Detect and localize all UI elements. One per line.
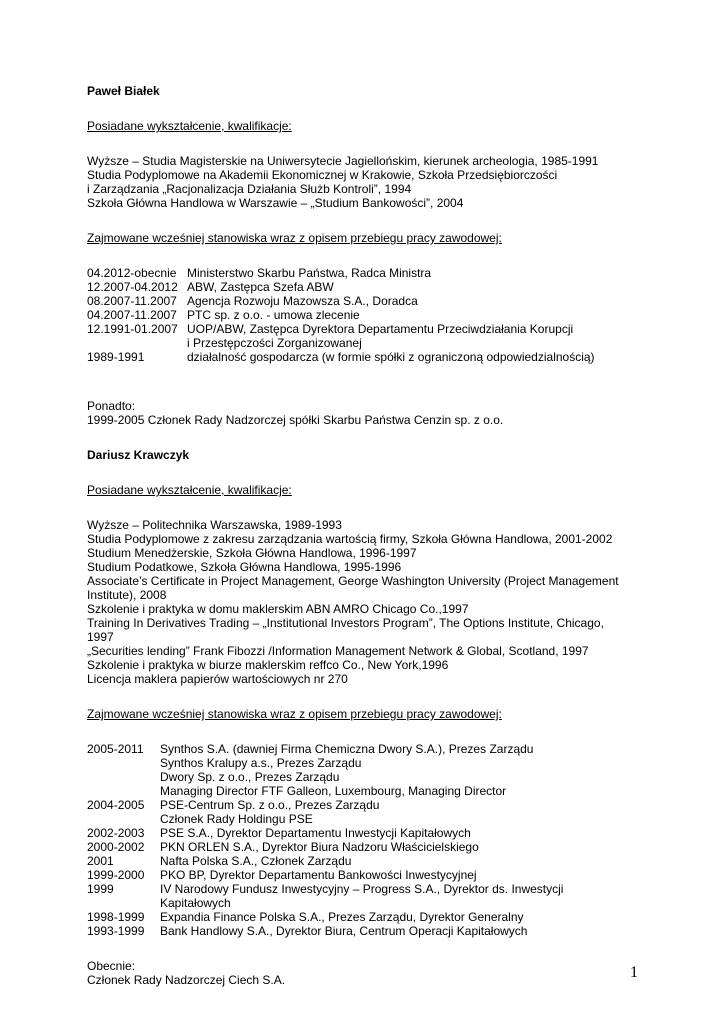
position-text: PSE-Centrum Sp. z o.o., Prezes Zarządu bbox=[160, 798, 380, 812]
person2-positions-list bbox=[87, 742, 687, 938]
position-date: 1999 bbox=[87, 882, 114, 896]
person1-positions-heading: Zajmowane wcześniej stanowiska wraz z opisem przebiegu pracy zawodowej: bbox=[87, 231, 502, 245]
education-line: 1997 bbox=[87, 630, 114, 644]
education-line: Studium Podatkowe, Szkoła Główna Handlowa, 1995-1996 bbox=[87, 560, 402, 574]
education-line: i Zarządzania „Racjonalizacja Działania Służb Kontroli”, 1994 bbox=[87, 182, 412, 196]
document-page bbox=[87, 84, 687, 987]
position-date: 1998-1999 bbox=[87, 910, 145, 924]
position-date: 2005-2011 bbox=[87, 742, 144, 756]
page-number: 1 bbox=[630, 964, 638, 981]
position-date: 1989-1991 bbox=[87, 350, 145, 364]
position-date: 08.2007-11.2007 bbox=[87, 294, 177, 308]
position-text: Agencja Rozwoju Mazowsza S.A., Doradca bbox=[187, 294, 418, 308]
person1-education-list bbox=[87, 154, 687, 210]
person2-current-label: Obecnie: bbox=[87, 959, 136, 973]
position-text: PTC sp. z o.o. - umowa zlecenie bbox=[187, 308, 360, 322]
position-text: Synthos S.A. (dawniej Firma Chemiczna Dwory S.A.), Prezes Zarządu bbox=[160, 742, 534, 756]
position-text: Ministerstwo Skarbu Państwa, Radca Ministra bbox=[187, 266, 432, 280]
position-row bbox=[87, 882, 687, 896]
person1-also-text: 1999-2005 Członek Rady Nadzorczej spółki Skarbu Państwa Cenzin sp. z o.o. bbox=[87, 413, 504, 427]
position-date: 2002-2003 bbox=[87, 826, 145, 840]
position-text: ABW, Zastępca Szefa ABW bbox=[187, 280, 334, 294]
education-line: Institute), 2008 bbox=[87, 588, 167, 602]
education-line: Szkoła Główna Handlowa w Warszawie – „Studium Bankowości”, 2004 bbox=[87, 196, 464, 210]
position-text: i Przestępczości Zorganizowanej bbox=[187, 336, 362, 350]
position-date: 2004-2005 bbox=[87, 798, 145, 812]
position-text: działalność gospodarcza (w formie spółki z ograniczoną odpowiedzialnością) bbox=[187, 350, 595, 364]
position-text: Expandia Finance Polska S.A., Prezes Zarządu, Dyrektor Generalny bbox=[160, 910, 524, 924]
position-text: Managing Director FTF Galleon, Luxembourg, Managing Director bbox=[160, 784, 507, 798]
education-line: Studia Podyplomowe z zakresu zarządzania wartością firmy, Szkoła Główna Handlowa, 2001-2002 bbox=[87, 532, 613, 546]
education-line: Wyższe – Studia Magisterskie na Uniwersytecie Jagiellońskim, kierunek archeologia, 1985-1991 bbox=[87, 154, 599, 168]
position-date: 1993-1999 bbox=[87, 924, 145, 938]
position-text: Bank Handlowy S.A., Dyrektor Biura, Centrum Operacji Kapitałowych bbox=[160, 924, 528, 938]
education-line: Studium Menedżerskie, Szkoła Główna Handlowa, 1996-1997 bbox=[87, 546, 417, 560]
position-row bbox=[87, 924, 687, 938]
position-row bbox=[87, 756, 687, 770]
position-text: Kapitałowych bbox=[160, 896, 231, 910]
position-row bbox=[87, 854, 687, 868]
position-text: PSE S.A., Dyrektor Departamentu Inwestycji Kapitałowych bbox=[160, 826, 471, 840]
position-text: Członek Rady Holdingu PSE bbox=[160, 812, 313, 826]
person1-name: Paweł Białek bbox=[87, 84, 160, 98]
position-row bbox=[87, 266, 687, 280]
position-date: 2000-2002 bbox=[87, 840, 145, 854]
person1-education-heading: Posiadane wykształcenie, kwalifikacje: bbox=[87, 119, 292, 133]
position-row bbox=[87, 742, 687, 756]
position-row bbox=[87, 336, 687, 350]
position-row bbox=[87, 308, 687, 322]
position-date bbox=[87, 336, 187, 350]
position-text: Nafta Polska S.A., Członek Zarządu bbox=[160, 854, 352, 868]
person2-education-list bbox=[87, 518, 687, 686]
position-text: PKO BP, Dyrektor Departamentu Bankowości Inwestycyjnej bbox=[160, 868, 477, 882]
position-text: IV Narodowy Fundusz Inwestycyjny – Progress S.A., Dyrektor ds. Inwestycji bbox=[160, 882, 564, 896]
position-date bbox=[87, 812, 160, 826]
position-row bbox=[87, 322, 687, 336]
position-date: 04.2012-obecnie bbox=[87, 266, 177, 280]
education-line: „Securities lending” Frank Fibozzi /Information Management Network & Global, Scotland, 1997 bbox=[87, 644, 589, 658]
position-date bbox=[87, 756, 160, 770]
position-row bbox=[87, 826, 687, 840]
person2-education-heading: Posiadane wykształcenie, kwalifikacje: bbox=[87, 483, 292, 497]
person2-current-text: Członek Rady Nadzorczej Ciech S.A. bbox=[87, 973, 286, 987]
position-row bbox=[87, 798, 687, 812]
position-date: 12.2007-04.2012 bbox=[87, 280, 178, 294]
position-date: 04.2007-11.2007 bbox=[87, 308, 177, 322]
education-line: Associate’s Certificate in Project Management, George Washington University (Project Management bbox=[87, 574, 619, 588]
person1-positions-list bbox=[87, 266, 687, 364]
person1-also-label: Ponadto: bbox=[87, 399, 136, 413]
position-date: 2001 bbox=[87, 854, 114, 868]
education-line: Studia Podyplomowe na Akademii Ekonomicznej w Krakowie, Szkoła Przedsiębiorczości bbox=[87, 168, 558, 182]
position-date bbox=[87, 770, 160, 784]
education-line: Szkolenie i praktyka w biurze maklerskim reffco Co., New York,1996 bbox=[87, 658, 449, 672]
position-row bbox=[87, 840, 687, 854]
position-row bbox=[87, 770, 687, 784]
position-row bbox=[87, 350, 687, 364]
position-date: 1999-2000 bbox=[87, 868, 145, 882]
position-date bbox=[87, 784, 160, 798]
position-row bbox=[87, 294, 687, 308]
position-row bbox=[87, 812, 687, 826]
position-row bbox=[87, 896, 687, 910]
education-line: Wyższe – Politechnika Warszawska, 1989-1993 bbox=[87, 518, 342, 532]
position-row bbox=[87, 868, 687, 882]
position-row bbox=[87, 784, 687, 798]
position-text: Synthos Kralupy a.s., Prezes Zarządu bbox=[160, 756, 362, 770]
education-line: Training In Derivatives Trading – „Institutional Investors Program”, The Options Institute, Chicago, bbox=[87, 616, 604, 630]
position-date bbox=[87, 896, 160, 910]
person2-positions-heading: Zajmowane wcześniej stanowiska wraz z opisem przebiegu pracy zawodowej: bbox=[87, 707, 502, 721]
position-row bbox=[87, 910, 687, 924]
person2-name: Dariusz Krawczyk bbox=[87, 448, 190, 462]
position-date: 12.1991-01.2007 bbox=[87, 322, 178, 336]
position-row bbox=[87, 280, 687, 294]
education-line: Licencja maklera papierów wartościowych nr 270 bbox=[87, 672, 348, 686]
position-text: UOP/ABW, Zastępca Dyrektora Departamentu Przeciwdziałania Korupcji bbox=[187, 322, 574, 336]
position-text: Dwory Sp. z o.o., Prezes Zarządu bbox=[160, 770, 340, 784]
education-line: Szkolenie i praktyka w domu maklerskim ABN AMRO Chicago Co.,1997 bbox=[87, 602, 469, 616]
position-text: PKN ORLEN S.A., Dyrektor Biura Nadzoru Właścicielskiego bbox=[160, 840, 479, 854]
